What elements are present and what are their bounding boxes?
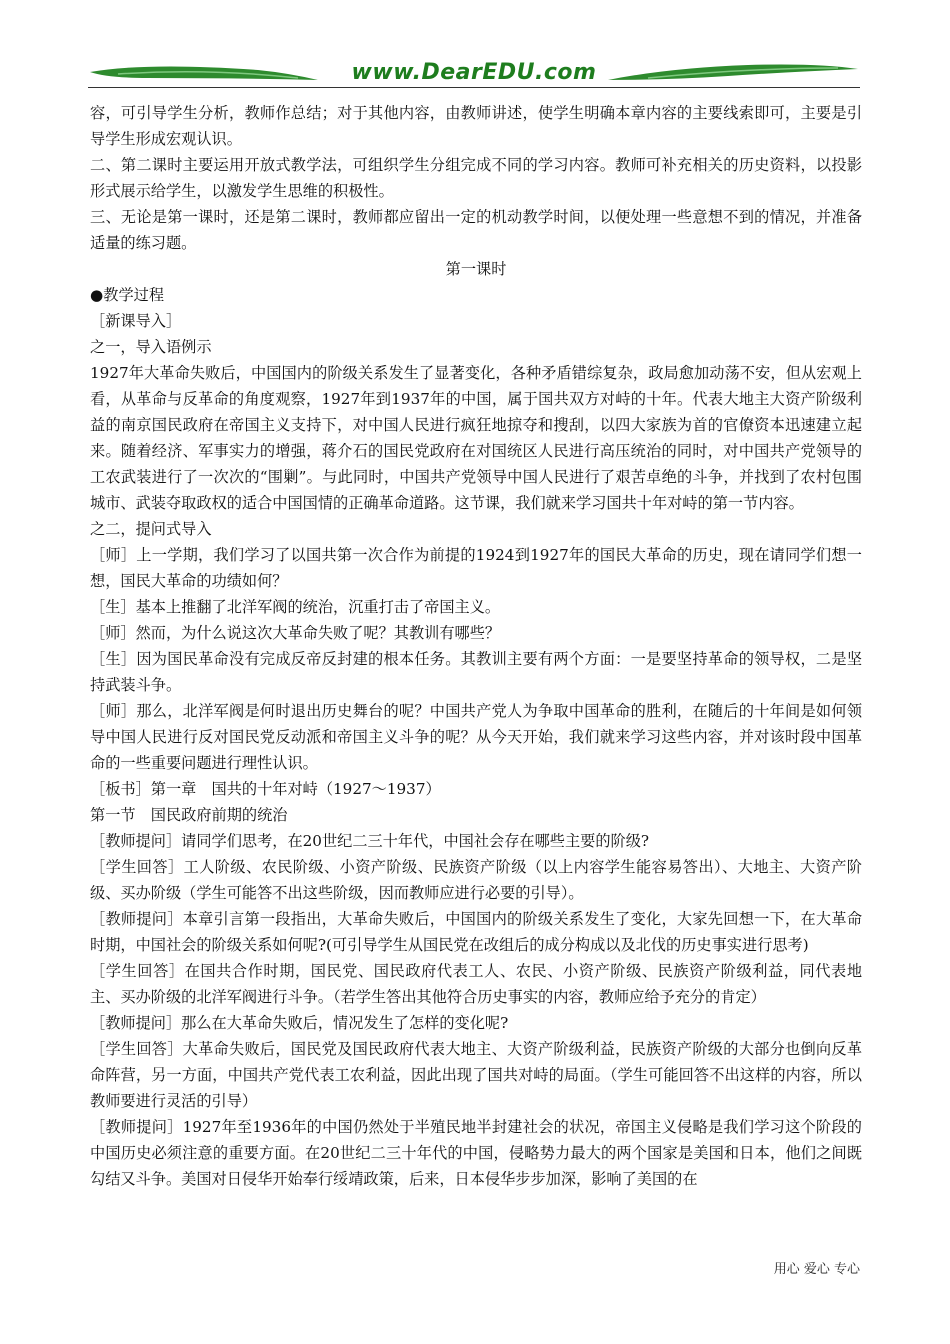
paragraph: 三、无论是第一课时，还是第二课时，教师都应留出一定的机动教学时间，以便处理一些意想不到的情况，并准备适量的练习题。 [90,208,862,252]
paragraph: 二、第二课时主要运用开放式教学法，可组织学生分组完成不同的学习内容。教师可补充相关的历史资料，以投影形式展示给学生，以激发学生思维的积极性。 [90,156,862,200]
paragraph: ［师］上一学期，我们学习了以国共第一次合作为前提的1924到1927年的国民大革命的历史，现在请同学们想一想，国民大革命的功绩如何？ [90,546,862,590]
paragraph: ［学生回答］在国共合作时期，国民党、国民政府代表工人、农民、小资产阶级、民族资产阶级利益，同代表地主、买办阶级的北洋军阀进行斗争。（若学生答出其他符合历史事实的内容，教师应给予充分的肯定） [90,962,862,1006]
paragraph: ［教师提问］那么在大革命失败后，情况发生了怎样的变化呢? [90,1014,509,1032]
paragraph: ［师］然而，为什么说这次大革命失败了呢？其教训有哪些？ [90,624,501,642]
paragraph: ［教师提问］1927年至1936年的中国仍然处于半殖民地半封建社会的状况，帝国主义侵略是我们学习这个阶段的中国历史必须注意的重要方面。在20世纪二三十年代的中国，侵略势力最大的两个国家是美国和日本，他们之间既勾结又斗争。美国对日侵华开始奉行绥靖政策，后来，日本侵华步步加深，影响了美国的在 [90,1118,862,1188]
paragraph: 1927年大革命失败后，中国国内的阶级关系发生了显著变化，各种矛盾错综复杂，政局愈加动荡不安，但从宏观上看，从革命与反革命的角度观察，1927年到1937年的中国，属于国共双方对峙的十年。代表大地主大资产阶级利益的南京国民政府在帝国主义支持下，对中国人民进行疯狂地掠夺和搜刮，以四大家族为首的官僚资本迅速建立起来。随着经济、军事实力的增强，蒋介石的国民党政府在对国统区人民进行高压统治的同时，对中国共产党领导的工农武装进行了一次次的“围剿”。与此同时，中国共产党领导中国人民进行了艰苦卓绝的斗争，并找到了农村包围城市、武装夺取政权的适合中国国情的正确革命道路。这节课，我们就来学习国共十年对峙的第一节内容。 [90,364,862,512]
site-header [88,56,860,92]
paragraph: ［生］因为国民革命没有完成反帝反封建的根本任务。其教训主要有两个方面：一是要坚持革命的领导权，二是坚持武装斗争。 [90,650,862,694]
paragraph: ［生］基本上推翻了北洋军阀的统治，沉重打击了帝国主义。 [90,598,501,616]
paragraph: ［教师提问］请同学们思考，在20世纪二三十年代，中国社会存在哪些主要的阶级? [90,832,650,850]
paragraph: ［新课导入］ [90,312,182,330]
paragraph: ［学生回答］工人阶级、农民阶级、小资产阶级、民族资产阶级（以上内容学生能容易答出）、大地主、大资产阶级、买办阶级（学生可能答不出这些阶级，因而教师应进行必要的引导）。 [90,858,862,902]
paragraph: ［师］那么，北洋军阀是何时退出历史舞台的呢？中国共产党人为争取中国革命的胜利，在随后的十年间是如何领导中国人民进行反对国民党反动派和帝国主义斗争的呢？从今天开始，我们就来学习这些内容，并对该时段中国革命的一些重要问题进行理性认识。 [90,702,862,772]
header-rule [88,87,860,88]
paragraph: 第一节 国民政府前期的统治 [90,806,288,824]
paragraph: ［板书］第一章 国共的十年对峙（1927～1937） [90,780,441,798]
paragraph: 之一，导入语例示 [90,338,212,356]
page-footer: 用心 爱心 专心 [773,1262,860,1277]
site-logo-text: www.DearEDU.com [351,60,597,85]
document-body [90,100,862,1192]
paragraph: ●教学过程 [90,286,165,304]
paragraph: 之二，提问式导入 [90,520,212,538]
paragraph: 容，可引导学生分析，教师作总结；对于其他内容，由教师讲述，使学生明确本章内容的主要线索即可，主要是引导学生形成宏观认识。 [90,104,862,148]
section-heading: 第一课时 [445,260,507,278]
paragraph: ［学生回答］大革命失败后，国民党及国民政府代表大地主、大资产阶级利益，民族资产阶级的大部分也倒向反革命阵营，另一方面，中国共产党代表工农利益，因此出现了国共对峙的局面。（学生可能回答不出这样的内容，所以教师要进行灵活的引导） [90,1040,862,1110]
paragraph: ［教师提问］本章引言第一段指出，大革命失败后，中国国内的阶级关系发生了变化，大家先回想一下，在大革命时期，中国社会的阶级关系如何呢?(可引导学生从国民党在改组后的成分构成以及北伐的历史事实进行思考) [90,910,862,954]
